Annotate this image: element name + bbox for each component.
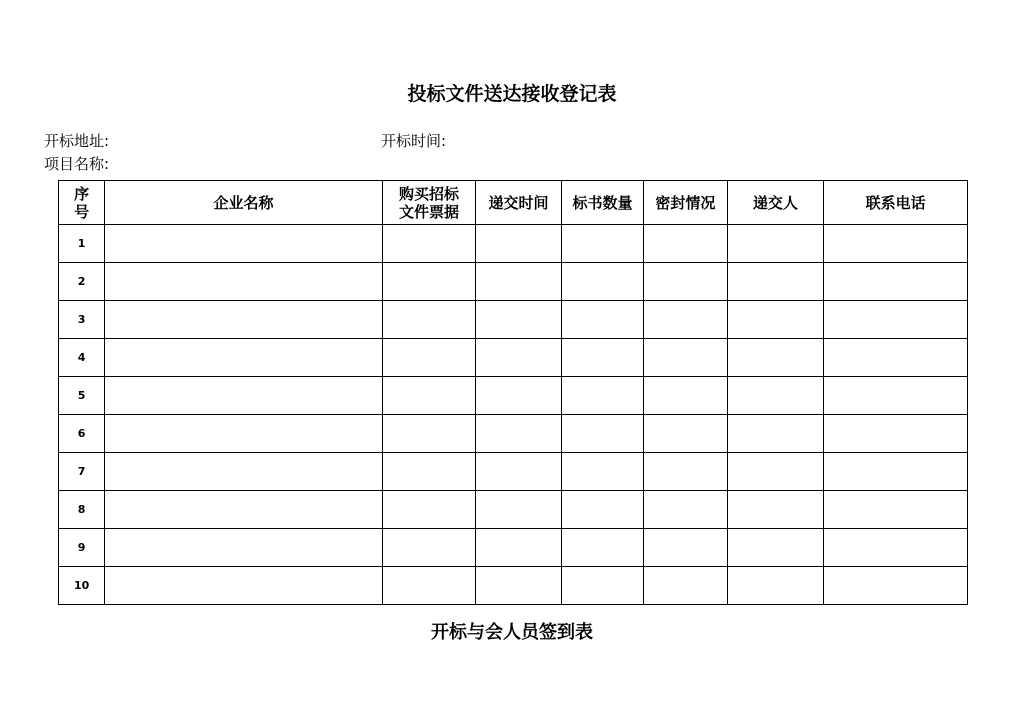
- cell-ticket[interactable]: [382, 453, 476, 491]
- header-seal-status: 密封情况: [644, 181, 727, 225]
- cell-submitter[interactable]: [727, 529, 824, 567]
- cell-company[interactable]: [105, 377, 383, 415]
- cell-company[interactable]: [105, 529, 383, 567]
- cell-submit-time[interactable]: [476, 567, 561, 605]
- cell-submit-time[interactable]: [476, 301, 561, 339]
- table-header-row: [59, 181, 968, 225]
- cell-bid-quantity[interactable]: [561, 339, 643, 377]
- cell-seal-status[interactable]: [644, 301, 727, 339]
- cell-ticket[interactable]: [382, 415, 476, 453]
- opening-address-label: 开标地址:: [44, 132, 110, 150]
- table-row: [59, 491, 968, 529]
- table-row: [59, 339, 968, 377]
- row-number: 6: [59, 415, 105, 453]
- table-row: [59, 301, 968, 339]
- cell-submitter[interactable]: [727, 453, 824, 491]
- cell-ticket[interactable]: [382, 339, 476, 377]
- row-number: 8: [59, 491, 105, 529]
- cell-submitter[interactable]: [727, 339, 824, 377]
- cell-bid-quantity[interactable]: [561, 491, 643, 529]
- cell-bid-quantity[interactable]: [561, 567, 643, 605]
- cell-ticket[interactable]: [382, 567, 476, 605]
- cell-submitter[interactable]: [727, 567, 824, 605]
- project-name-label: 项目名称:: [44, 155, 110, 173]
- cell-submit-time[interactable]: [476, 491, 561, 529]
- cell-company[interactable]: [105, 415, 383, 453]
- cell-submit-time[interactable]: [476, 377, 561, 415]
- cell-submit-time[interactable]: [476, 339, 561, 377]
- cell-contact-phone[interactable]: [824, 491, 968, 529]
- row-number: 7: [59, 453, 105, 491]
- cell-seal-status[interactable]: [644, 415, 727, 453]
- cell-submitter[interactable]: [727, 491, 824, 529]
- cell-contact-phone[interactable]: [824, 263, 968, 301]
- header-serial-number: 序 号: [59, 181, 105, 225]
- header-ticket: 购买招标 文件票据: [382, 181, 476, 225]
- cell-seal-status[interactable]: [644, 225, 727, 263]
- cell-seal-status[interactable]: [644, 263, 727, 301]
- table-row: [59, 225, 968, 263]
- cell-bid-quantity[interactable]: [561, 225, 643, 263]
- cell-ticket[interactable]: [382, 225, 476, 263]
- cell-ticket[interactable]: [382, 529, 476, 567]
- header-bid-quantity: 标书数量: [561, 181, 643, 225]
- cell-ticket[interactable]: [382, 301, 476, 339]
- cell-contact-phone[interactable]: [824, 301, 968, 339]
- cell-ticket[interactable]: [382, 491, 476, 529]
- row-number: 2: [59, 263, 105, 301]
- table-row: [59, 263, 968, 301]
- header-company-name: 企业名称: [105, 181, 383, 225]
- cell-company[interactable]: [105, 225, 383, 263]
- header-submit-time: 递交时间: [476, 181, 561, 225]
- cell-company[interactable]: [105, 301, 383, 339]
- cell-bid-quantity[interactable]: [561, 453, 643, 491]
- cell-bid-quantity[interactable]: [561, 377, 643, 415]
- cell-submitter[interactable]: [727, 263, 824, 301]
- cell-seal-status[interactable]: [644, 491, 727, 529]
- table-row: [59, 567, 968, 605]
- table-row: [59, 377, 968, 415]
- row-number: 1: [59, 225, 105, 263]
- cell-contact-phone[interactable]: [824, 453, 968, 491]
- cell-ticket[interactable]: [382, 263, 476, 301]
- cell-company[interactable]: [105, 263, 383, 301]
- cell-ticket[interactable]: [382, 377, 476, 415]
- cell-submitter[interactable]: [727, 377, 824, 415]
- opening-time-label: 开标时间:: [381, 132, 447, 150]
- table-row: [59, 529, 968, 567]
- row-number: 3: [59, 301, 105, 339]
- cell-contact-phone[interactable]: [824, 225, 968, 263]
- cell-submit-time[interactable]: [476, 453, 561, 491]
- header-contact-phone: 联系电话: [824, 181, 968, 225]
- cell-seal-status[interactable]: [644, 567, 727, 605]
- cell-submitter[interactable]: [727, 225, 824, 263]
- cell-bid-quantity[interactable]: [561, 529, 643, 567]
- cell-bid-quantity[interactable]: [561, 263, 643, 301]
- cell-seal-status[interactable]: [644, 339, 727, 377]
- cell-bid-quantity[interactable]: [561, 301, 643, 339]
- cell-bid-quantity[interactable]: [561, 415, 643, 453]
- row-number: 5: [59, 377, 105, 415]
- cell-contact-phone[interactable]: [824, 377, 968, 415]
- cell-seal-status[interactable]: [644, 377, 727, 415]
- cell-submitter[interactable]: [727, 415, 824, 453]
- cell-company[interactable]: [105, 491, 383, 529]
- row-number: 4: [59, 339, 105, 377]
- cell-submit-time[interactable]: [476, 225, 561, 263]
- table-row: [59, 415, 968, 453]
- header-submitter: 递交人: [727, 181, 824, 225]
- table-row: [59, 453, 968, 491]
- registration-table: [58, 180, 968, 605]
- cell-submitter[interactable]: [727, 301, 824, 339]
- sign-in-sheet-title: 开标与会人员签到表: [431, 622, 593, 643]
- row-number: 9: [59, 529, 105, 567]
- cell-contact-phone[interactable]: [824, 567, 968, 605]
- cell-submit-time[interactable]: [476, 529, 561, 567]
- cell-contact-phone[interactable]: [824, 415, 968, 453]
- cell-seal-status[interactable]: [644, 453, 727, 491]
- cell-submit-time[interactable]: [476, 263, 561, 301]
- cell-company[interactable]: [105, 453, 383, 491]
- cell-seal-status[interactable]: [644, 529, 727, 567]
- cell-contact-phone[interactable]: [824, 529, 968, 567]
- cell-contact-phone[interactable]: [824, 339, 968, 377]
- form-title: 投标文件送达接收登记表: [407, 83, 617, 105]
- cell-company[interactable]: [105, 339, 383, 377]
- row-number: 10: [59, 567, 105, 605]
- cell-company[interactable]: [105, 567, 383, 605]
- cell-submit-time[interactable]: [476, 415, 561, 453]
